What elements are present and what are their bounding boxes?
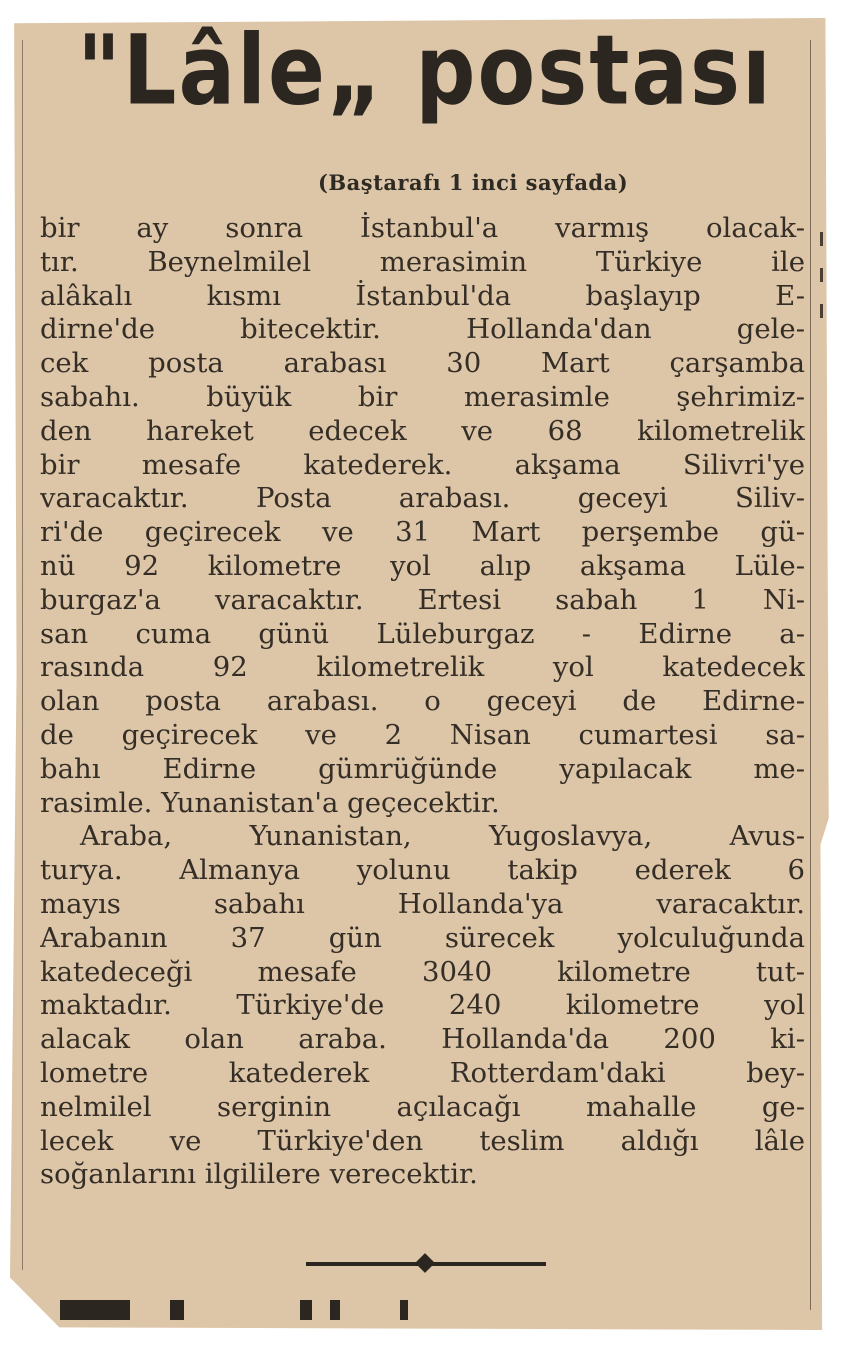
adjacent-column-mark — [820, 268, 823, 282]
text-line: tır. Beynelmilel merasimin Türkiye ile — [40, 245, 805, 278]
adjacent-column-mark — [820, 232, 823, 246]
text-line: sabahı. büyük bir merasimle şehrimiz- — [40, 380, 805, 413]
text-line: den hareket edecek ve 68 kilometrelik — [40, 414, 805, 447]
text-line: ri'de geçirecek ve 31 Mart perşembe gü- — [40, 516, 805, 549]
text-line: lecek ve Türkiye'den teslim aldığı lâle — [40, 1124, 805, 1157]
text-line: Araba, Yunanistan, Yugoslavya, Avus- — [80, 820, 805, 853]
text-line: alâkalı kısmı İstanbul'da başlayıp E- — [40, 279, 805, 312]
text-line: lometre katederek Rotterdam'daki bey- — [40, 1056, 805, 1089]
column-rule-left — [22, 40, 23, 1270]
text-line: mayıs sabahı Hollanda'ya varacaktır. — [40, 887, 805, 920]
text-line: turya. Almanya yolunu takip ederek 6 — [40, 854, 805, 887]
text-line: maktadır. Türkiye'de 240 kilometre yol — [40, 989, 805, 1022]
text-line: bir ay sonra İstanbul'a varmış olacak- — [40, 212, 805, 244]
text-line: dirne'de bitecektir. Hollanda'dan gele- — [40, 313, 805, 346]
adjacent-column-mark — [820, 304, 823, 318]
text-line: alacak olan araba. Hollanda'da 200 ki- — [40, 1023, 805, 1056]
text-line: rasimle. Yunanistan'a geçecektir. — [40, 786, 500, 819]
text-line: nelmilel serginin açılacağı mahalle ge- — [40, 1090, 805, 1123]
headline: "Lâle„ postası — [77, 13, 773, 127]
text-line: de geçirecek ve 2 Nisan cumartesi sa- — [40, 718, 805, 751]
text-line: olan posta arabası. o geceyi de Edirne- — [40, 685, 805, 718]
text-line: cek posta arabası 30 Mart çarşamba — [40, 347, 805, 380]
text-line: burgaz'a varacaktır. Ertesi sabah 1 Ni- — [40, 583, 805, 616]
article-body — [40, 212, 805, 1192]
cut-off-next-headline — [60, 1296, 480, 1324]
text-line: varacaktır. Posta arabası. geceyi Siliv- — [40, 482, 805, 515]
text-line: Arabanın 37 gün sürecek yolculuğunda — [40, 921, 805, 954]
text-line: katedeceği mesafe 3040 kilometre tut- — [40, 955, 805, 988]
column-rule-right — [810, 40, 811, 1310]
text-line: rasında 92 kilometrelik yol katedecek — [40, 651, 805, 684]
continued-from-note: (Baştarafı 1 inci sayfada) — [318, 170, 629, 195]
text-line: nü 92 kilometre yol alıp akşama Lüle- — [40, 549, 805, 582]
text-line: bahı Edirne gümrüğünde yapılacak me- — [40, 752, 805, 785]
text-line: san cuma günü Lüleburgaz - Edirne a- — [40, 617, 805, 650]
text-line: soğanlarını ilgililere verecektir. — [40, 1158, 478, 1191]
text-line: bir mesafe katederek. akşama Silivri'ye — [40, 448, 805, 481]
